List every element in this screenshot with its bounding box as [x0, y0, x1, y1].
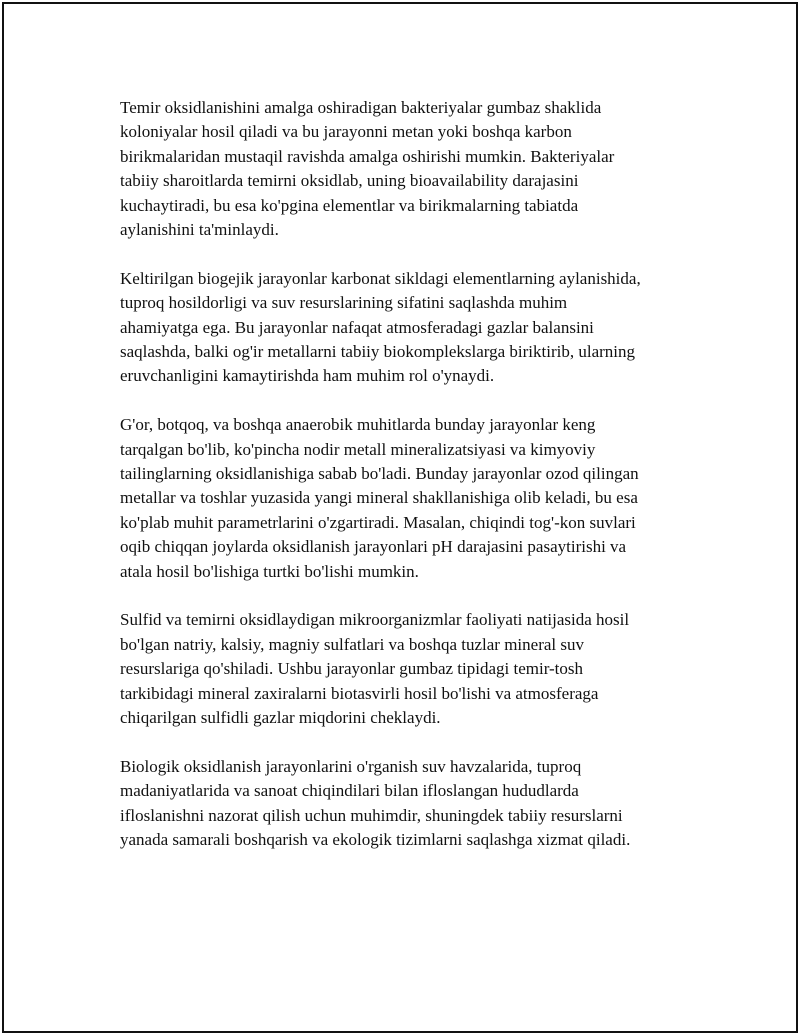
paragraph-4: Sulfid va temirni oksidlaydigan mikroorganizmlar faoliyati natijasida hosil bo'lgan natriy, kalsiy, magniy sulfatlari va boshqa tuzlar mineral suv resurslariga qo'shiladi. Ushbu jarayonlar gumbaz tipidagi temir-tosh tarkibidagi mineral zaxiralarni biotasvirli hosil bo'lishi va atmosferaga chiqarilgan sulfidli gazlar miqdorini cheklaydi. [120, 610, 630, 728]
paragraph-3: G'or, botqoq, va boshqa anaerobik muhitlarda bunday jarayonlar keng tarqalgan bo'lib, ko'pincha nodir metall mineralizatsiyasi va kimyoviy tailinglarning oksidlanishiga sabab bo'ladi. Bunday jarayonlar ozod qilingan metallar va toshlar yuzasida yangi mineral shakllanishiga olib keladi, bu esa ko'plab muhit parametrlarini o'zgartiradi. Masalan, chiqindi tog'-kon suvlari oqib chiqqan joylarda oksidlanish jarayonlari pH darajasini pasaytirishi va atala hosil bo'lishiga turtki bo'lishi mumkin. [120, 415, 639, 581]
document-body [120, 96, 700, 877]
paragraph-5: Biologik oksidlanish jarayonlarini o'rganish suv havzalarida, tuproq madaniyatlarida va sanoat chiqindilari bilan ifloslangan hududlarda ifloslanishni nazorat qilish uchun muhimdir, shuningdek tabiiy resurslarni yanada samarali boshqarish va ekologik tizimlarni saqlashga xizmat qiladi. [120, 756, 631, 850]
paragraph-2: Keltirilgan biogejik jarayonlar karbonat sikldagi elementlarning aylanishida, tuproq hosildorligi va suv resurslarining sifatini saqlashda muhim ahamiyatga ega. Bu jarayonlar nafaqat atmosferadagi gazlar balansini saqlashda, balki og'ir metallarni tabiiy biokomplekslarga biriktirib, ularning eruvchanligini kamaytirishda ham muhim rol o'ynaydi. [120, 268, 641, 386]
page-frame [2, 2, 798, 1033]
paragraph-1: Temir oksidlanishini amalga oshiradigan bakteriyalar gumbaz shaklida koloniyalar hosil qiladi va bu jarayonni metan yoki boshqa karbon birikmalaridan mustaqil ravishda amalga oshirishi mumkin. Bakteriyalar tabiiy sharoitlarda temirni oksidlab, uning bioavailability darajasini kuchaytiradi, bu esa ko'pgina elementlar va birikmalarning tabiatda aylanishini ta'minlaydi. [120, 98, 615, 240]
